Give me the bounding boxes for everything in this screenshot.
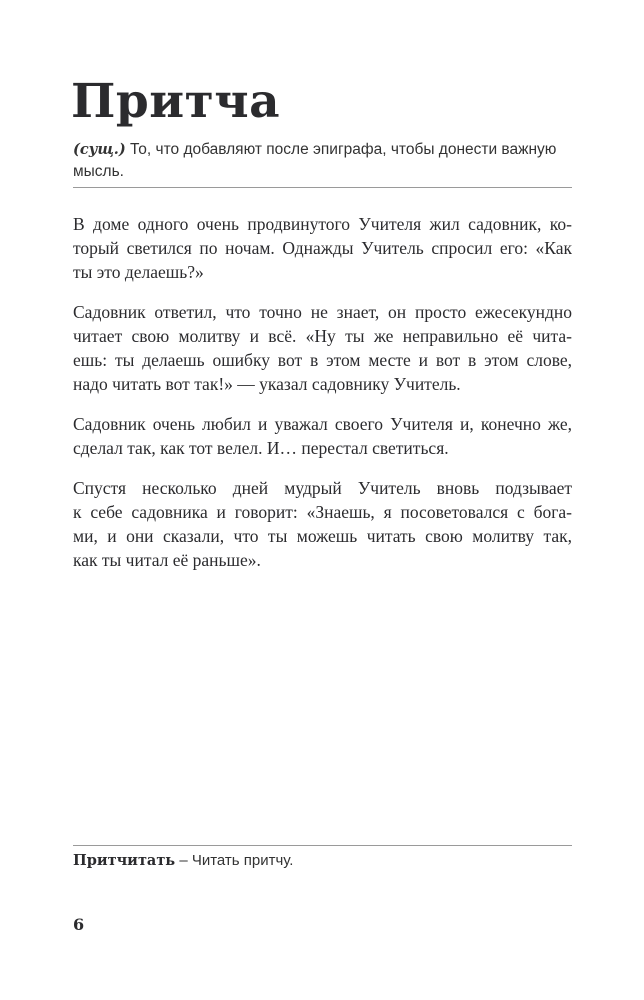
text-line: Спустя несколько дней мудрый Учитель вновь подзывает: [73, 478, 572, 498]
paragraph: [73, 412, 572, 460]
part-of-speech: (сущ.): [73, 141, 126, 158]
text-line: ты это делаешь?»: [73, 262, 204, 282]
page-title: Притча: [71, 74, 281, 129]
text-line: ми, и они сказали, что ты можешь читать свою молитву так,: [73, 526, 572, 546]
definition-text: То, что добавляют после эпиграфа, чтобы донести важную мысль.: [73, 141, 557, 180]
text-line: торый светился по ночам. Однажды Учитель спросил его: «Как: [73, 238, 572, 258]
story-body: [73, 212, 572, 588]
text-line: В доме одного очень продвинутого Учителя жил садовник, ко-: [73, 214, 572, 234]
top-divider: [73, 187, 572, 188]
definition: [73, 139, 578, 183]
footnote: [73, 852, 293, 869]
text-line: к себе садовника и говорит: «Знаешь, я посоветовался с бога-: [73, 502, 572, 522]
paragraph: [73, 212, 572, 284]
text-line: ешь: ты делаешь ошибку вот в этом месте и вот в этом слове,: [73, 350, 572, 370]
text-line: сделал так, как тот велел. И… перестал светиться.: [73, 438, 449, 458]
text-line: как ты читал её раньше».: [73, 550, 261, 570]
text-line: читает свою молитву и всё. «Ну ты же неправильно её чита-: [73, 326, 572, 346]
text-line: Садовник ответил, что точно не знает, он просто ежесекундно: [73, 302, 572, 322]
paragraph: [73, 476, 572, 572]
text-line: Садовник очень любил и уважал своего Учителя и, конечно же,: [73, 414, 572, 434]
footnote-text: – Читать притчу.: [175, 852, 294, 869]
footnote-term: Притчитать: [73, 852, 176, 869]
bottom-divider: [73, 845, 572, 846]
page-number: 6: [73, 915, 85, 934]
text-line: надо читать вот так!» — указал садовнику Учитель.: [73, 374, 461, 394]
paragraph: [73, 300, 572, 396]
